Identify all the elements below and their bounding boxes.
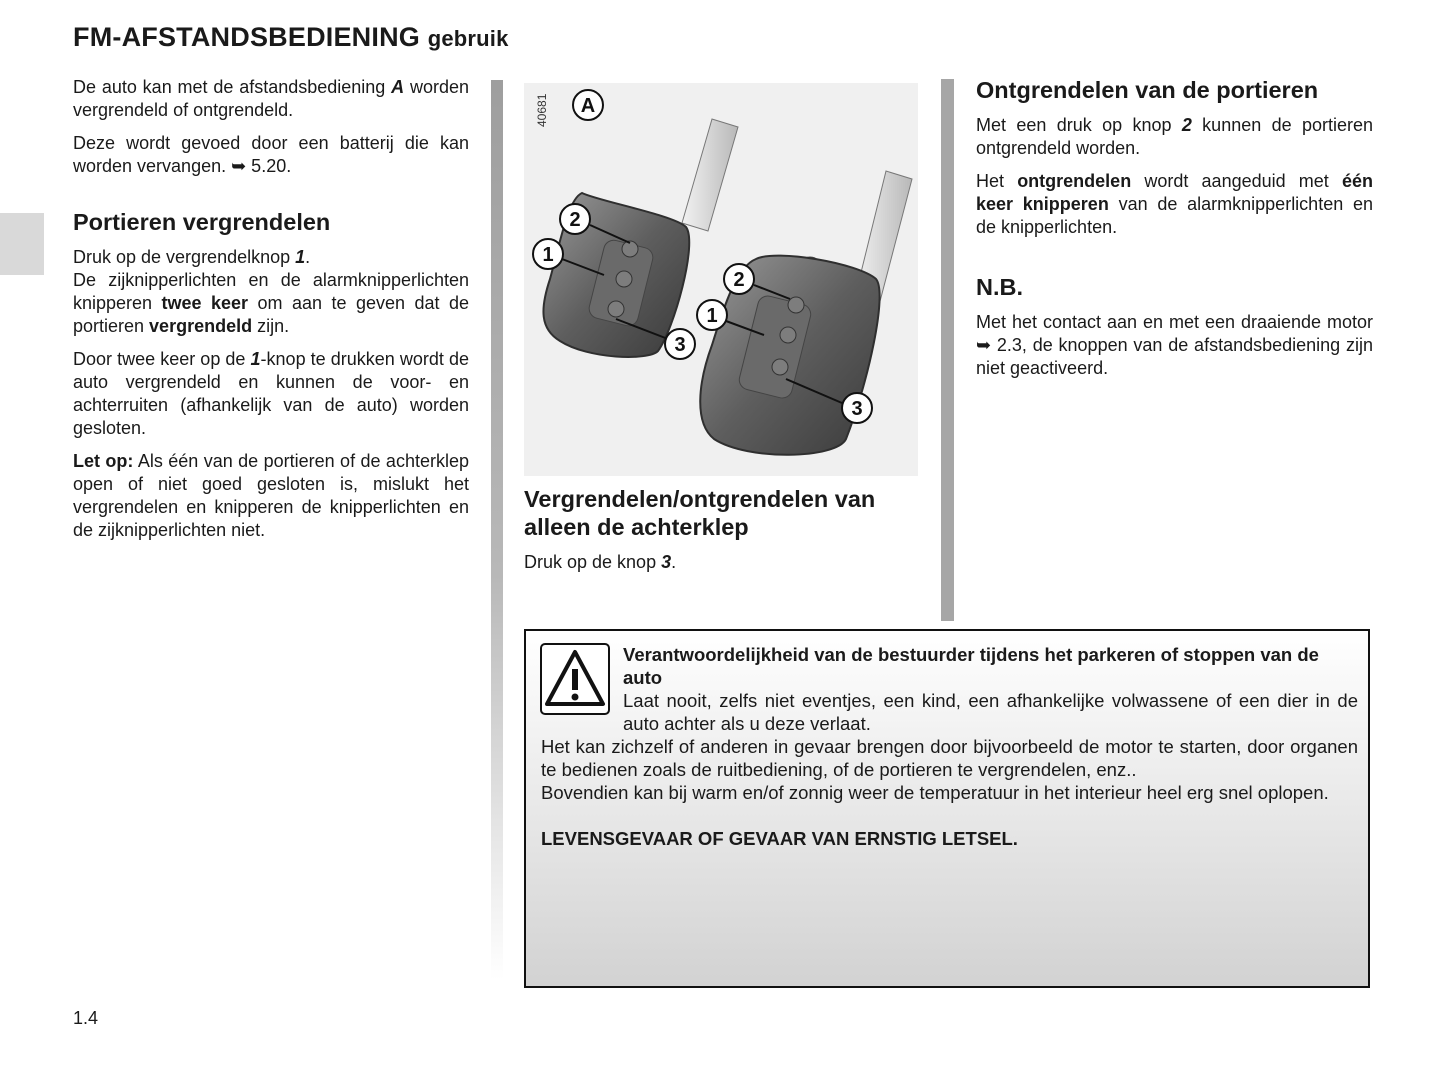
svg-text:1: 1 — [706, 305, 718, 327]
middle-column — [524, 485, 924, 584]
intro-paragraph-2: Deze wordt gevoed door een batterij die kan worden vervangen. ➥ 5.20. — [73, 133, 469, 176]
callout-key2-3 — [842, 393, 872, 423]
svg-text:A: A — [580, 95, 596, 117]
svg-text:2: 2 — [733, 269, 745, 291]
warning-triangle-icon — [540, 643, 610, 715]
warning-line-2: Het kan zichzelf of anderen in gevaar brengen door bijvoorbeeld de motor te starten, door organen te bedienen zoals de ruitbediening, of de portieren te vergrendelen, enz.. — [541, 736, 1358, 780]
section-tab — [0, 213, 44, 275]
callout-key1-2 — [560, 204, 590, 234]
nb-heading: N.B. — [976, 274, 1023, 300]
page-title — [73, 22, 509, 53]
callout-key2-1 — [697, 300, 727, 330]
lock-paragraph-2: De zijknipperlichten en de alarmknipperlichten knipperen twee keer om aan te geven dat de portieren vergrendeld zijn. — [73, 270, 469, 336]
warning-line-4: LEVENSGEVAAR OF GEVAAR VAN ERNSTIG LETSEL. — [541, 828, 1018, 849]
page-title-sub: gebruik — [427, 26, 509, 51]
callout-key1-1 — [533, 239, 563, 269]
svg-text:3: 3 — [851, 398, 863, 420]
unlock-heading: Ontgrendelen van de portieren — [976, 77, 1319, 103]
key-drawing — [524, 83, 918, 476]
warning-line-1: Laat nooit, zelfs niet eventjes, een kind, een afhankelijke volwassene of een dier in de auto achter als u deze verlaat. — [623, 690, 1358, 734]
intro-paragraph-1: De auto kan met de afstandsbediening A worden vergrendeld of ontgrendeld. — [73, 77, 469, 120]
svg-text:1: 1 — [542, 244, 554, 266]
page-number: 1.4 — [73, 1008, 99, 1028]
key-illustration — [524, 83, 918, 476]
lock-heading: Portieren vergrendelen — [73, 209, 331, 235]
ref-remote-a: A — [391, 77, 405, 97]
figure-code: 40681 — [535, 93, 549, 127]
column-divider-left — [491, 80, 503, 980]
lock-paragraph-1: Druk op de vergrendelknop 1. — [73, 247, 311, 267]
warning-line-3: Bovendien kan bij warm en/of zonnig weer de temperatuur in het interieur heel erg snel oplopen. — [541, 782, 1329, 803]
warning-box — [524, 629, 1370, 988]
unlock-paragraph-1: Met een druk op knop 2 kunnen de portieren ontgrendeld worden. — [976, 115, 1373, 158]
page-title-main: FM-AFSTANDSBEDIENING — [73, 22, 420, 52]
lock-paragraph-3: Door twee keer op de 1-knop te drukken wordt de auto vergrendeld en kunnen de voor- en achterruiten (afhankelijk van de auto) worden gesloten. — [73, 349, 469, 438]
column-divider-right — [941, 79, 954, 621]
note-paragraph: Let op: Als één van de portieren of de achterklep open of niet goed gesloten is, mislukt het vergrendelen en knipperen de knipperlichten en de zijknipperlichten niet. — [73, 451, 469, 540]
callout-key2-2 — [724, 264, 754, 294]
label-a-badge — [573, 90, 603, 120]
svg-text:2: 2 — [569, 209, 581, 231]
warning-heading: Verantwoordelijkheid van de bestuurder tijdens het parkeren of stoppen van de auto — [623, 644, 1319, 688]
right-column — [976, 76, 1373, 390]
callout-key1-3 — [665, 329, 695, 359]
tailgate-paragraph: Druk op de knop 3. — [524, 552, 677, 572]
svg-text:3: 3 — [674, 334, 686, 356]
tailgate-heading: Vergrendelen/ontgrendelen van alleen de achterklep — [524, 486, 876, 540]
key-fob-2 — [700, 171, 912, 455]
left-column — [73, 76, 469, 552]
nb-paragraph: Met het contact aan en met een draaiende motor ➥ 2.3, de knoppen van de afstandsbediening zijn niet geactiveerd. — [976, 312, 1373, 378]
unlock-paragraph-2: Het ontgrendelen wordt aangeduid met één keer knipperen van de alarmknipperlichten en de knipperlichten. — [976, 171, 1373, 237]
